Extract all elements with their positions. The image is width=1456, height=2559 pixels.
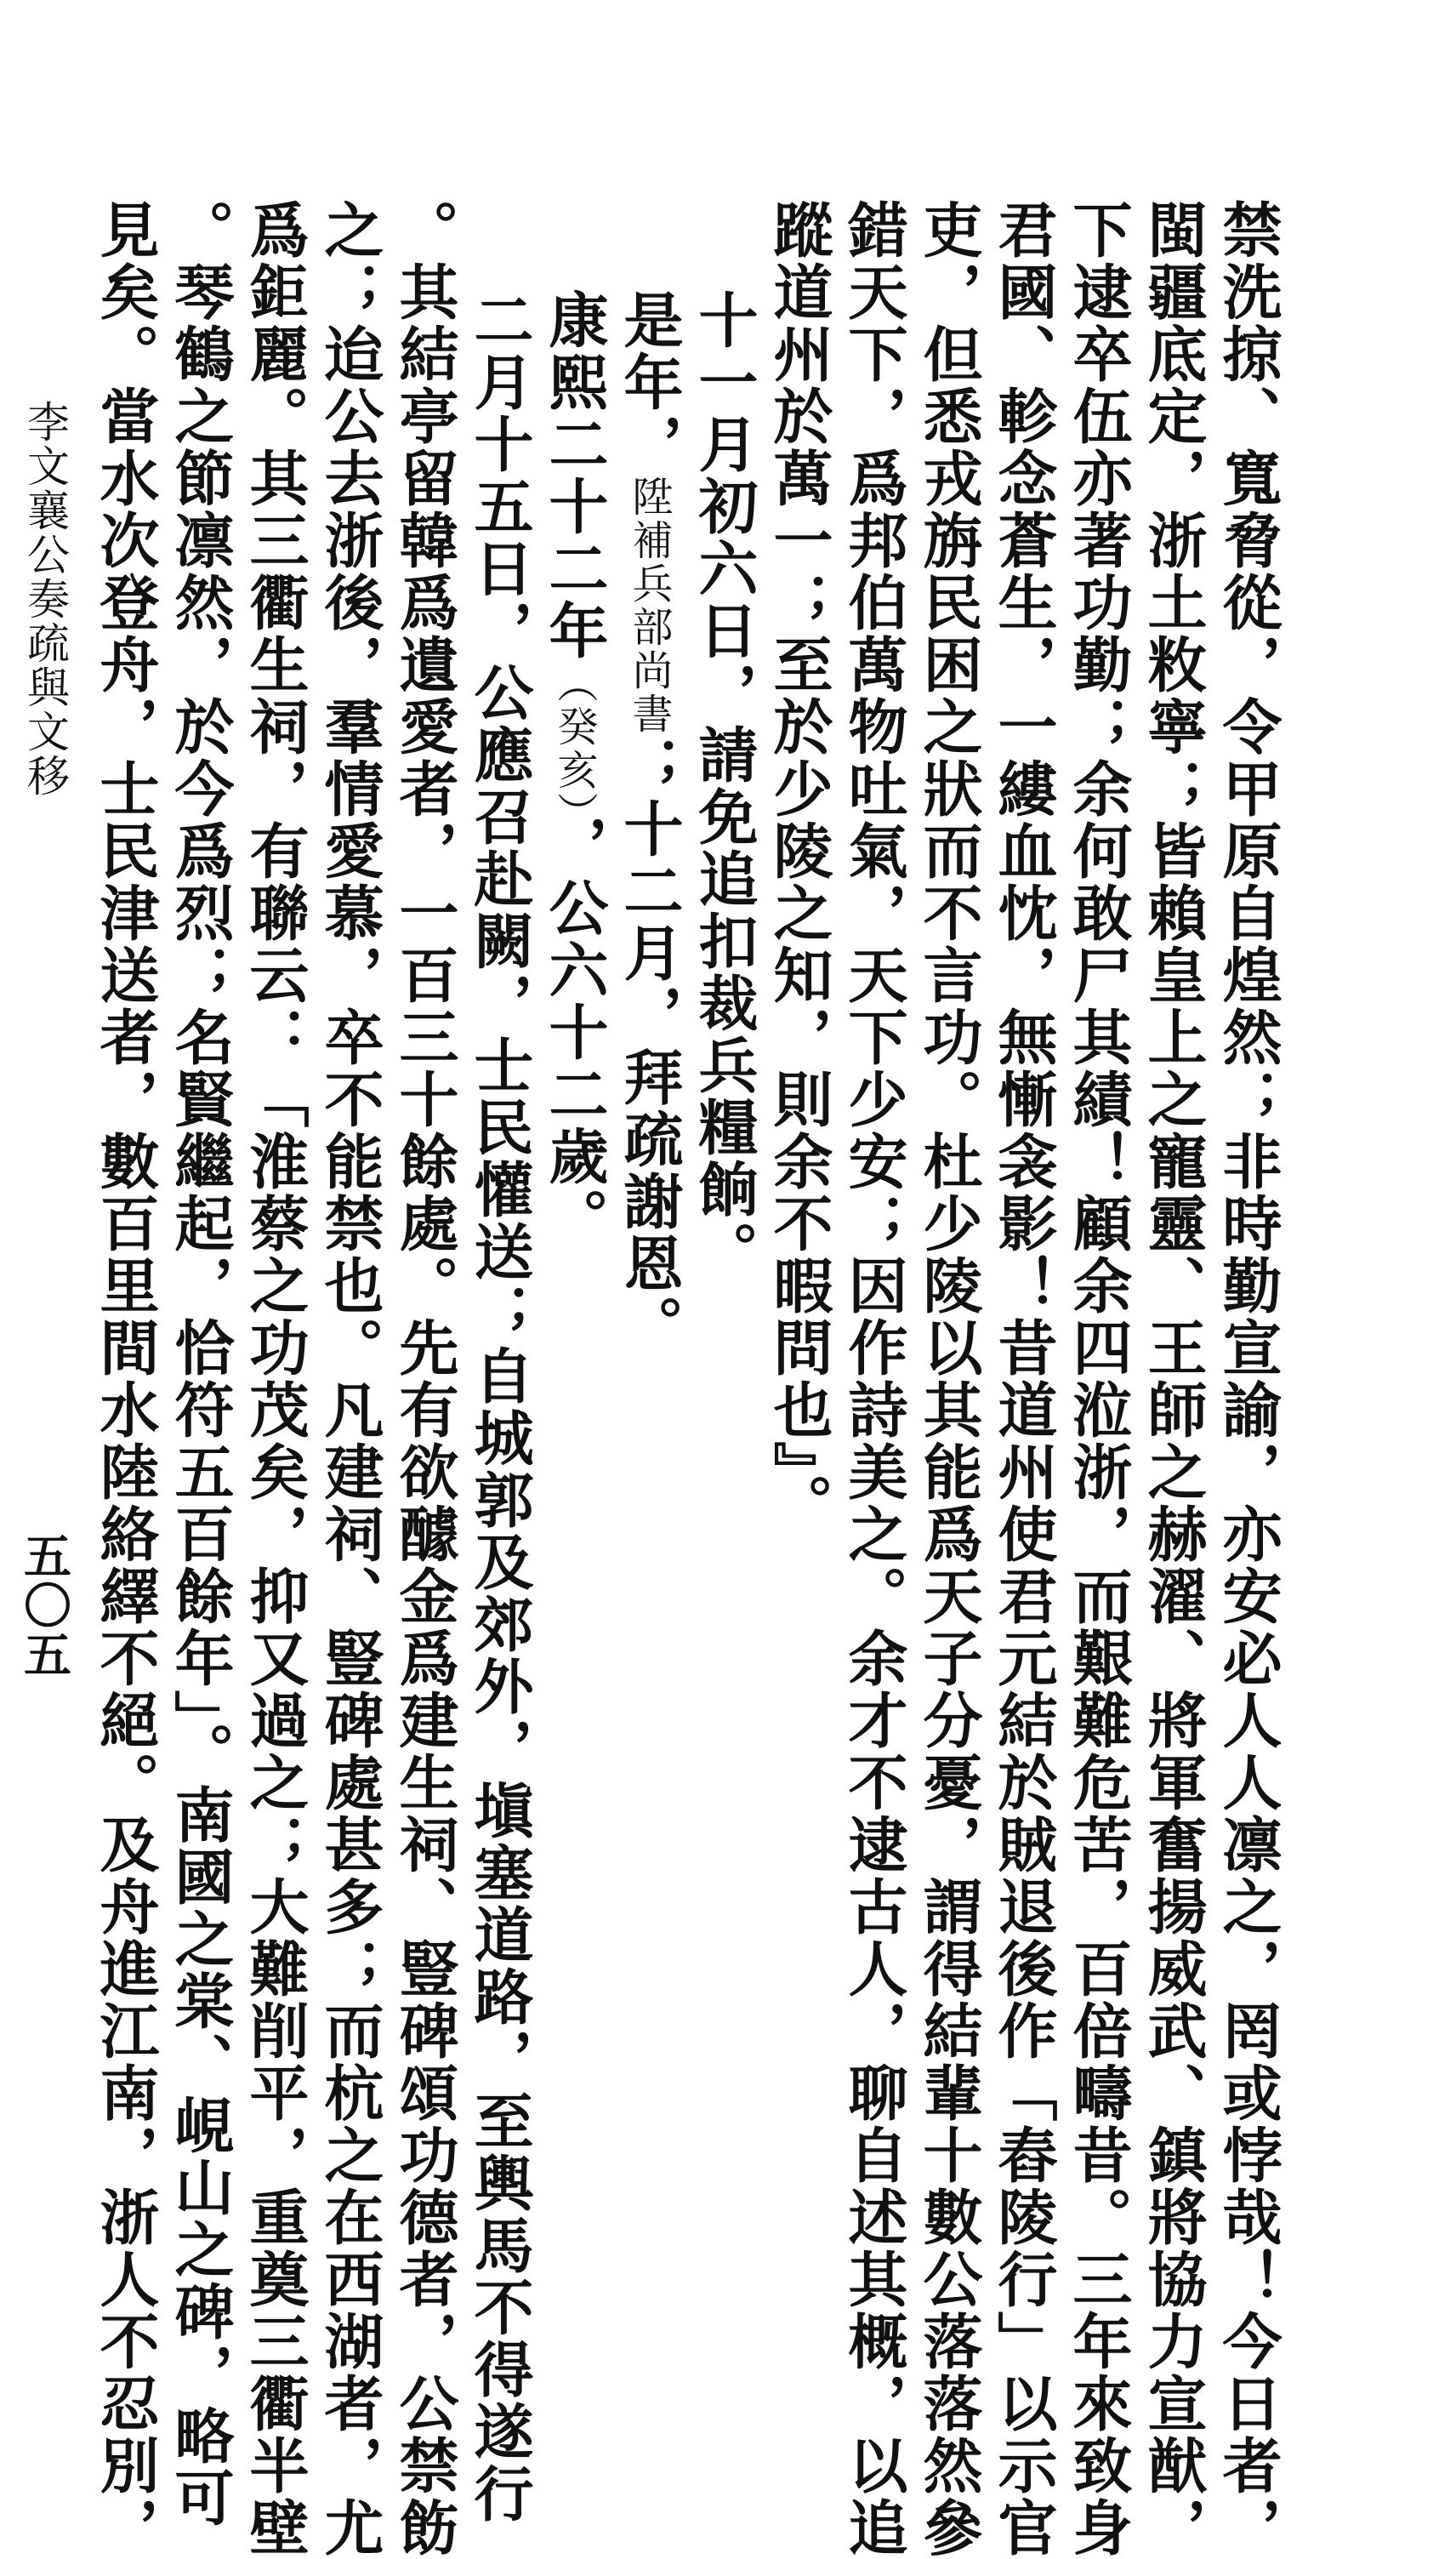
text-column-11: 爲鉅麗。其三衢生祠，有聯云：「淮蔡之功茂矣，抑又過之；大難削平，重奠三衢半壁 xyxy=(240,199,310,2559)
year-heading xyxy=(539,289,610,1250)
year-heading-age: ，公六十二歲。 xyxy=(539,815,610,1250)
text-column-9: 。其結亭留韓爲遺愛者，一百三十餘處。先有欲醵金爲建生祠、豎碑頌功德者，公禁飭 xyxy=(390,199,460,2559)
text-column-8: 二月十五日，公應召赴闕，士民懽送；自城郭及郊外，塡塞道路，至輿馬不得遂行 xyxy=(464,289,535,2525)
entry-this-year-promotion: 陞補兵部尚書 xyxy=(625,476,673,736)
year-heading-era: 康熙二十二年 xyxy=(539,289,610,662)
text-column-5: 吏，但悉戎旃民困之狀而不言功。杜少陵以其能爲天子分憂，謂得結輩十數公落落然參 xyxy=(913,199,984,2559)
entry-this-year xyxy=(614,289,685,1357)
page-number: 五〇五 xyxy=(16,1531,72,1679)
text-column-10: 之；迨公去浙後，羣情愛慕，卒不能禁也。凡建祠、豎碑處甚多；而杭之在西湖者，尤 xyxy=(315,199,385,2559)
text-column-1: 禁洗掠、寬脅從，令甲原自煌然；非時勤宣諭，亦安必人人凛之，罔或悖哉！今日者， xyxy=(1213,199,1283,2559)
text-column-3: 下逮卒伍亦著功勤；余何敢尸其績！顧余四涖浙，而艱難危苦，百倍疇昔。三年來致身 xyxy=(1063,199,1134,2559)
text-column-13: 見矣。當水次登舟，士民津送者，數百里間水陸絡繹不絕。及舟進江南，浙人不忍別， xyxy=(90,199,161,2559)
text-column-6: 錯天下，爲邦伯萬物吐氣，天下少安；因作詩美之。余才不逮古人，聊自述其概，以追 xyxy=(839,199,909,2559)
text-column-4: 君國、軫念蒼生，一縷血忱，無慚衾影！昔道州使君元結於賊退後作「舂陵行」以示官 xyxy=(988,199,1059,2559)
book-title: 李文襄公奏疏與文移 xyxy=(20,400,70,798)
text-column-2: 閩疆底定，浙土敉寧；皆賴皇上之寵靈、王師之赫濯、將軍奮揚威武、鎮將協力宣猷， xyxy=(1138,199,1209,2559)
text-column-7: 蹤道州於萬一；至於少陵之知，則余不暇問也』。 xyxy=(764,199,834,1536)
text-column-12: 。琴鶴之節凛然，於今爲烈；名賢繼起，恰符五百餘年」。南國之棠、峴山之碑，略可 xyxy=(165,199,236,2529)
entry-nov-6: 十一月初六日，請免追扣裁兵糧餉。 xyxy=(689,289,759,1283)
year-heading-ganzhi: （癸亥） xyxy=(550,662,598,815)
entry-this-year-suffix: ；十二月，拜疏謝恩。 xyxy=(614,736,685,1357)
entry-this-year-prefix: 是年， xyxy=(614,289,685,476)
